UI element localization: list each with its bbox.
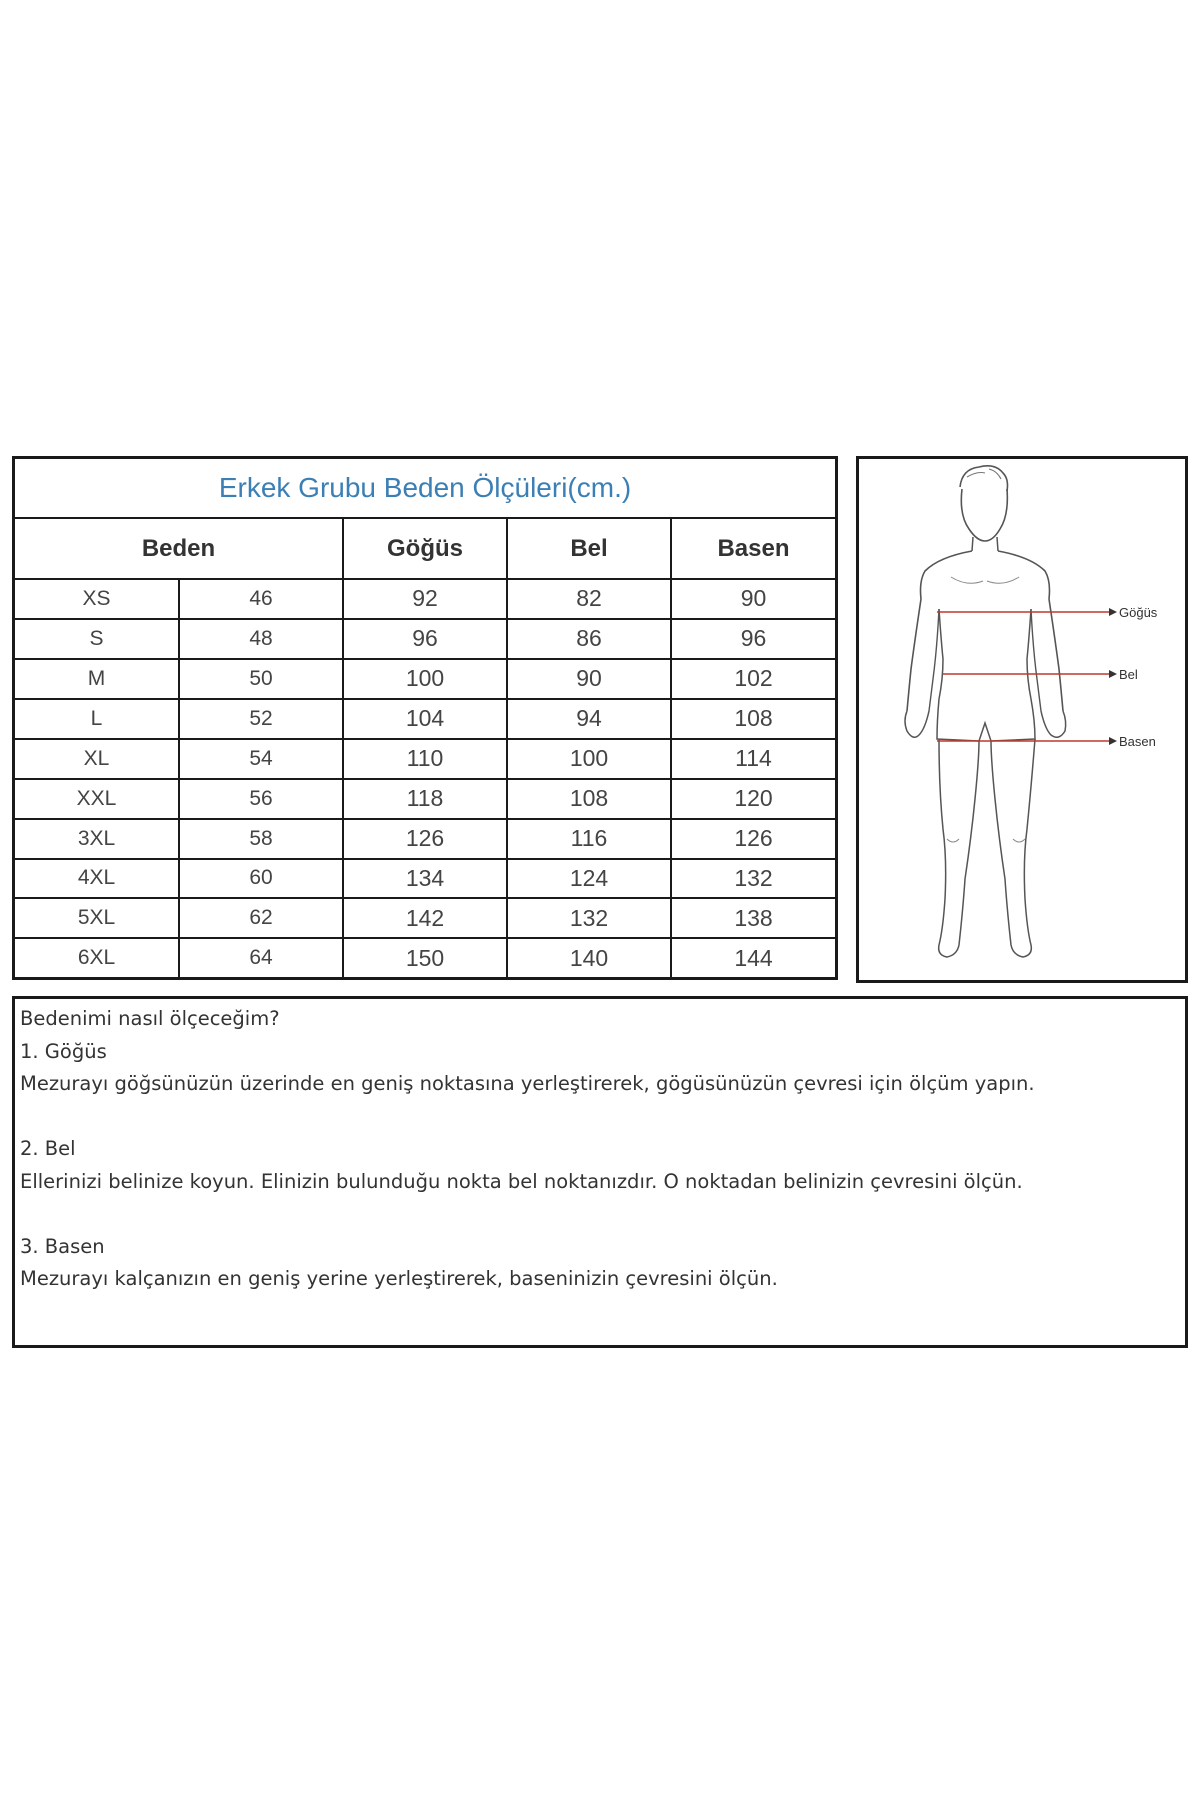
cell-basen: 144	[671, 938, 835, 977]
cell-size: 3XL	[15, 819, 179, 859]
guide-heading-basen: 3. Basen	[20, 1234, 105, 1258]
cell-basen: 126	[671, 819, 835, 859]
cell-gogus: 104	[343, 699, 507, 739]
cell-gogus: 118	[343, 779, 507, 819]
cell-basen: 132	[671, 859, 835, 899]
guide-text-basen: Mezurayı kalçanızın en geniş yerine yerleştirerek, baseninizin çevresini ölçün.	[20, 1267, 778, 1290]
cell-bel: 108	[507, 779, 671, 819]
cell-gogus: 110	[343, 739, 507, 779]
cell-size: XXL	[15, 779, 179, 819]
cell-number: 52	[179, 699, 343, 739]
cell-size: 4XL	[15, 859, 179, 899]
table-row	[15, 898, 835, 938]
cell-number: 62	[179, 898, 343, 938]
cell-number: 56	[179, 779, 343, 819]
cell-size: XS	[15, 579, 179, 619]
size-chart-table	[15, 459, 835, 977]
cell-bel: 86	[507, 619, 671, 659]
table-row	[15, 619, 835, 659]
cell-size: S	[15, 619, 179, 659]
cell-basen: 120	[671, 779, 835, 819]
cell-basen: 90	[671, 579, 835, 619]
cell-basen: 114	[671, 739, 835, 779]
size-chart-table-box	[12, 456, 838, 980]
cell-gogus: 96	[343, 619, 507, 659]
cell-number: 46	[179, 579, 343, 619]
guide-text-gogus: Mezurayı göğsünüzün üzerinde en geniş noktasına yerleştirerek, gögüsünüzün çevresi için ölçüm yapın.	[20, 1072, 1035, 1095]
cell-bel: 140	[507, 938, 671, 977]
table-title: Erkek Grubu Beden Ölçüleri(cm.)	[15, 459, 835, 518]
header-bel: Bel	[507, 518, 671, 579]
cell-bel: 90	[507, 659, 671, 699]
header-beden: Beden	[15, 518, 343, 579]
measurement-guide	[12, 996, 1188, 1348]
cell-size: L	[15, 699, 179, 739]
cell-number: 54	[179, 739, 343, 779]
table-row	[15, 659, 835, 699]
figure-label-gogus: Göğüs	[1119, 605, 1158, 620]
figure-label-basen: Basen	[1119, 734, 1156, 749]
cell-basen: 96	[671, 619, 835, 659]
cell-bel: 82	[507, 579, 671, 619]
body-outline-illustration	[859, 459, 1185, 980]
guide-text-bel: Ellerinizi belinize koyun. Elinizin bulunduğu nokta bel noktanızdır. O noktadan belinizin çevresini ölçün.	[20, 1169, 1023, 1193]
cell-size: 5XL	[15, 898, 179, 938]
cell-number: 48	[179, 619, 343, 659]
body-measurement-figure	[856, 456, 1188, 983]
table-row	[15, 699, 835, 739]
table-row	[15, 739, 835, 779]
header-gogus: Göğüs	[343, 518, 507, 579]
guide-heading-gogus: 1. Göğüs	[20, 1039, 107, 1063]
cell-gogus: 150	[343, 938, 507, 977]
figure-label-bel: Bel	[1119, 667, 1138, 682]
cell-number: 58	[179, 819, 343, 859]
cell-size: M	[15, 659, 179, 699]
cell-gogus: 134	[343, 859, 507, 899]
cell-number: 50	[179, 659, 343, 699]
cell-gogus: 92	[343, 579, 507, 619]
cell-bel: 100	[507, 739, 671, 779]
cell-basen: 138	[671, 898, 835, 938]
cell-basen: 108	[671, 699, 835, 739]
cell-gogus: 100	[343, 659, 507, 699]
guide-question: Bedenimi nasıl ölçeceğim?	[20, 1007, 280, 1030]
cell-bel: 116	[507, 819, 671, 859]
table-row	[15, 819, 835, 859]
cell-bel: 94	[507, 699, 671, 739]
cell-number: 60	[179, 859, 343, 899]
cell-gogus: 142	[343, 898, 507, 938]
cell-number: 64	[179, 938, 343, 977]
cell-size: 6XL	[15, 938, 179, 977]
table-row	[15, 859, 835, 899]
cell-basen: 102	[671, 659, 835, 699]
table-row	[15, 779, 835, 819]
table-row	[15, 579, 835, 619]
guide-heading-bel: 2. Bel	[20, 1137, 76, 1160]
cell-gogus: 126	[343, 819, 507, 859]
header-basen: Basen	[671, 518, 835, 579]
cell-size: XL	[15, 739, 179, 779]
cell-bel: 132	[507, 898, 671, 938]
cell-bel: 124	[507, 859, 671, 899]
table-row	[15, 938, 835, 977]
